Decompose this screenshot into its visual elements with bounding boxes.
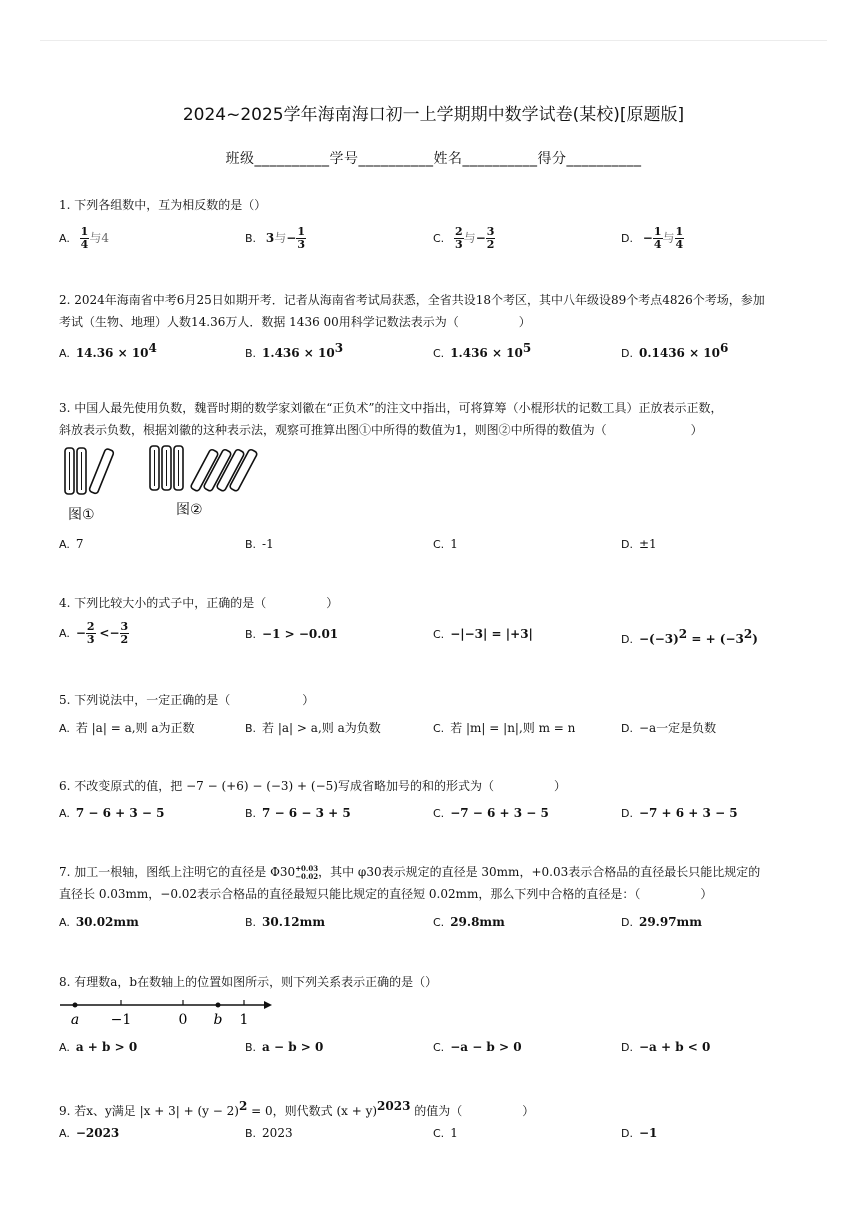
fraction: $\frac{1}{3}$ bbox=[297, 225, 305, 251]
fraction: $\frac{3}{2}$ bbox=[120, 620, 129, 646]
option-c[interactable]: C. $1.436 \times 10^5$ bbox=[433, 341, 532, 360]
option-b[interactable]: B. −1 > −0.01 bbox=[245, 627, 339, 641]
option-b[interactable]: B. 30.12mm bbox=[245, 915, 326, 929]
option-a[interactable]: A. 7 bbox=[59, 537, 84, 551]
option-c[interactable]: C. 1 bbox=[433, 537, 458, 551]
question-6-text: 6. 不改变原式的值，把 −7 − (+6) − (−3) + (−5)写成省略加号的和的形式为（ ） bbox=[59, 779, 566, 793]
counting-rod-icon bbox=[60, 444, 260, 500]
question-2-text: 2. 2024年海南省中考6月25日如期开考．记者从海南省考试局获悉，全省共设18个考区，其中八年级设89个考点4826个考场，参加 考试（生物、地理）人数14.36万人．数据 1436 00用科学记数法表示为（ ） bbox=[59, 293, 765, 329]
option-d[interactable]: D. −1 bbox=[621, 1126, 658, 1140]
option-a[interactable]: A. −2023 bbox=[59, 1126, 120, 1140]
option-d[interactable]: D. −a + b < 0 bbox=[621, 1040, 711, 1054]
option-d[interactable]: D. −7 + 6 + 3 − 5 bbox=[621, 806, 738, 820]
figure-2-caption: 图② bbox=[176, 502, 203, 518]
axis-label-zero: 0 bbox=[178, 1012, 188, 1028]
option-d[interactable]: D. $0.1436 \times 10^6$ bbox=[621, 341, 729, 360]
option-c[interactable]: C. 1 bbox=[433, 1126, 458, 1140]
question-7-text: 7. 加工一根轴，图纸上注明它的直径是 Φ30 +0.03 −0.02 ，其中 φ30表示规定的直径是 30mm，+0.03表示合格品的直径最长只能比规定的 直径长 0.03mm，−0.02表示合格品的直径最短只能比规定的直径短 0.02mm，那么下列中合格的直径是：（ ） bbox=[59, 863, 761, 901]
question-9-text: 9. 若x、y满足 $|x + 3| + (y - 2)^2 = 0$，则代数式 $(x + y)^{2023}$ 的值为（ ） bbox=[59, 1099, 535, 1118]
axis-label-minus-one: −1 bbox=[110, 1012, 132, 1028]
fraction: $\frac{1}{4}$ bbox=[80, 225, 89, 251]
option-a[interactable]: A. $\frac{1}{4}$ 与4 bbox=[59, 225, 109, 251]
fraction: $\frac{1}{4}$ bbox=[675, 225, 684, 251]
question-8-text: 8. 有理数a，b在数轴上的位置如图所示，则下列关系表示正确的是（） bbox=[59, 975, 438, 989]
option-b[interactable]: B. -1 bbox=[245, 537, 274, 551]
axis-label-one: 1 bbox=[239, 1012, 249, 1028]
option-a[interactable]: A. 7 − 6 + 3 − 5 bbox=[59, 806, 165, 820]
exam-title: 2024~2025学年海南海口初一上学期期中数学试卷(某校)[原题版] bbox=[182, 105, 685, 125]
option-d[interactable]: D. ±1 bbox=[621, 537, 657, 551]
option-d[interactable]: D. −a一定是负数 bbox=[621, 721, 717, 735]
figure-1-caption: 图① bbox=[68, 507, 95, 523]
axis-label-b: b bbox=[213, 1012, 223, 1028]
number-line bbox=[58, 995, 274, 1029]
page-top-rule bbox=[40, 40, 827, 41]
option-a[interactable]: A. − $\frac{2}{3}$ <− $\frac{3}{2}$ bbox=[59, 620, 129, 646]
option-c[interactable]: C. 若 |m| = |n|,则 m = n bbox=[433, 721, 576, 735]
option-b[interactable]: B. a − b > 0 bbox=[245, 1040, 324, 1054]
fraction: $\frac{2}{3}$ bbox=[455, 225, 463, 251]
question-1-text: 1. 下列各组数中，互为相反数的是（） bbox=[59, 198, 267, 212]
option-c[interactable]: C. −a − b > 0 bbox=[433, 1040, 522, 1054]
option-d[interactable]: D. 29.97mm bbox=[621, 915, 702, 929]
option-b[interactable]: B. $1.436 \times 10^3$ bbox=[245, 341, 344, 360]
option-d[interactable]: D. $-(-3)^2$ = + $(-3^2)$ bbox=[621, 627, 758, 646]
option-a[interactable]: A. $14.36 \times 10^4$ bbox=[59, 341, 157, 360]
fraction: $\frac{2}{3}$ bbox=[86, 620, 95, 646]
fraction: $\frac{1}{4}$ bbox=[653, 225, 662, 251]
question-3-text: 3. 中国人最先使用负数，魏晋时期的数学家刘徽在“正负术”的注文中指出，可将算筹（小棍形状的记数工具）正放表示正数， 斜放表示负数，根据刘徽的这种表示法，观察可推算出图①中所得的数值为1，则图②中所得的数值为（ ） bbox=[59, 401, 723, 437]
question-4-text: 4. 下列比较大小的式子中，正确的是（ ） bbox=[59, 596, 339, 610]
option-c[interactable]: C. $\frac{2}{3}$ 与− $\frac{3}{2}$ bbox=[433, 225, 495, 251]
option-c[interactable]: C. −|−3| = |+3| bbox=[433, 627, 533, 641]
option-c[interactable]: C. 29.8mm bbox=[433, 915, 505, 929]
axis-label-a: a bbox=[70, 1012, 80, 1028]
option-c[interactable]: C. −7 − 6 + 3 − 5 bbox=[433, 806, 549, 820]
option-b[interactable]: B. 2023 bbox=[245, 1126, 293, 1140]
option-d[interactable]: D. − $\frac{1}{4}$ 与 $\frac{1}{4}$ bbox=[621, 225, 684, 251]
option-a[interactable]: A. 若 |a| = a,则 a为正数 bbox=[59, 721, 195, 735]
option-a[interactable]: A. a + b > 0 bbox=[59, 1040, 138, 1054]
fraction: $\frac{3}{2}$ bbox=[486, 225, 495, 251]
option-b[interactable]: B. 7 − 6 − 3 + 5 bbox=[245, 806, 351, 820]
option-a[interactable]: A. 30.02mm bbox=[59, 915, 139, 929]
option-b[interactable]: B. 3与− $\frac{1}{3}$ bbox=[245, 225, 305, 251]
question-5-text: 5. 下列说法中，一定正确的是（ ） bbox=[59, 693, 315, 707]
student-info-line: 班级__________学号__________姓名__________得分__________ bbox=[225, 151, 642, 167]
option-b[interactable]: B. 若 |a| > a,则 a为负数 bbox=[245, 721, 381, 735]
